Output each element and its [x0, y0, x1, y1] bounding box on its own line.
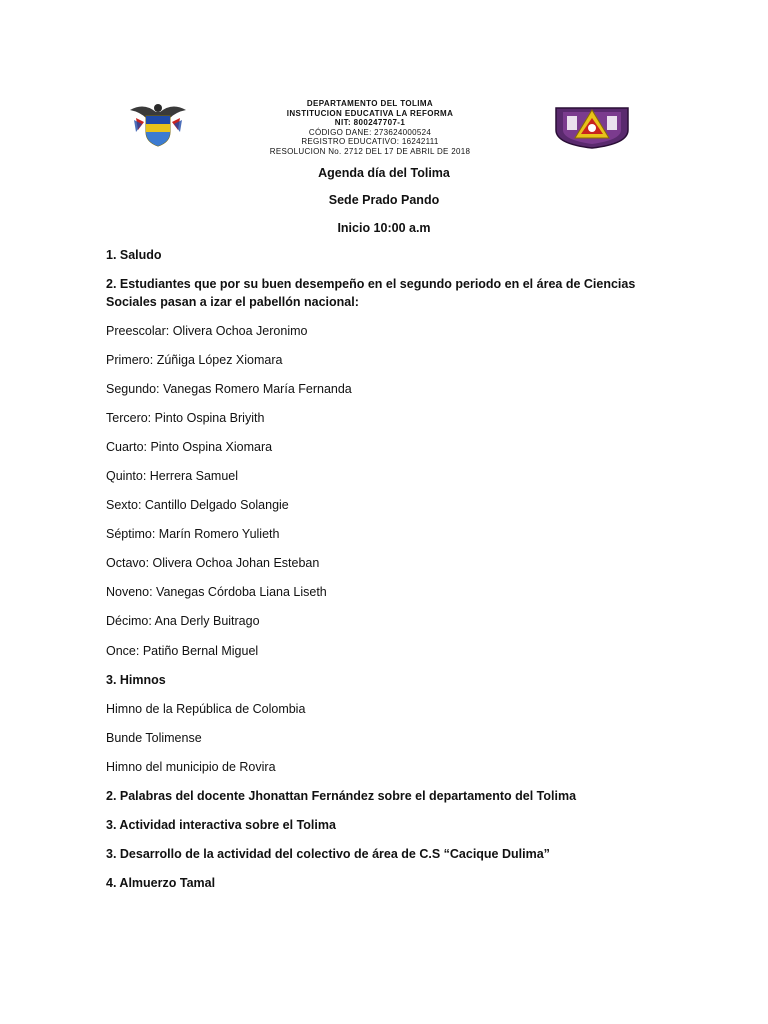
department-name: DEPARTAMENTO DEL TOLIMA	[306, 99, 434, 108]
student-item: Segundo: Vanegas Romero María Fernanda	[106, 382, 352, 396]
student-item: Décimo: Ana Derly Buitrago	[106, 614, 260, 628]
student-item: Primero: Zúñiga López Xiomara	[106, 353, 283, 367]
agenda-item-palabras: 2. Palabras del docente Jhonattan Fernández sobre el departamento del Tolima	[106, 789, 577, 803]
student-item: Quinto: Herrera Samuel	[106, 469, 239, 483]
student-item: Preescolar: Olivera Ochoa Jeronimo	[106, 324, 308, 338]
agenda-item-almuerzo: 4. Almuerzo Tamal	[106, 876, 216, 890]
student-item: Octavo: Olivera Ochoa Johan Esteban	[106, 556, 320, 570]
agenda-item-saludo: 1. Saludo	[106, 248, 162, 262]
hymn-item: Himno del municipio de Rovira	[106, 760, 276, 774]
colombia-coat-of-arms-icon	[126, 100, 190, 148]
letterhead	[0, 96, 768, 156]
hymn-item: Bunde Tolimense	[106, 731, 202, 745]
student-item: Once: Patiño Bernal Miguel	[106, 644, 259, 658]
student-item: Sexto: Cantillo Delgado Solangie	[106, 498, 289, 512]
hymn-item: Himno de la República de Colombia	[106, 702, 306, 716]
dane-code: CÓDIGO DANE: 273624000524	[308, 127, 432, 137]
institution-nit: NIT: 800247707-1	[334, 118, 406, 127]
student-item: Cuarto: Pinto Ospina Xiomara	[106, 440, 273, 454]
student-item: Noveno: Vanegas Córdoba Liana Liseth	[106, 585, 327, 599]
resolution-number: RESOLUCION No. 2712 DEL 17 DE ABRIL DE 2018	[269, 146, 471, 156]
school-shield-icon	[553, 100, 631, 150]
agenda-item-himnos: 3. Himnos	[106, 673, 166, 687]
agenda-title: Agenda día del Tolima	[318, 166, 450, 180]
institution-name: INSTITUCION EDUCATIVA LA REFORMA	[286, 108, 454, 118]
sede-title: Sede Prado Pando	[328, 193, 440, 207]
student-item: Tercero: Pinto Ospina Briyith	[106, 411, 265, 425]
start-time: Inicio 10:00 a.m	[337, 221, 431, 235]
agenda-item-actividad: 3. Actividad interactiva sobre el Tolima	[106, 818, 336, 832]
educational-registry: REGISTRO EDUCATIVO: 16242111	[301, 137, 439, 146]
student-item: Séptimo: Marín Romero Yulieth	[106, 527, 280, 541]
agenda-item-estudiantes: 2. Estudiantes que por su buen desempeño en el segundo periodo en el área de Ciencias Sociales pasan a izar el pabellón nacional:	[106, 277, 636, 309]
agenda-item-desarrollo: 3. Desarrollo de la actividad del colectivo de área de C.S “Cacique Dulima”	[106, 847, 550, 861]
institution-info	[240, 99, 500, 156]
